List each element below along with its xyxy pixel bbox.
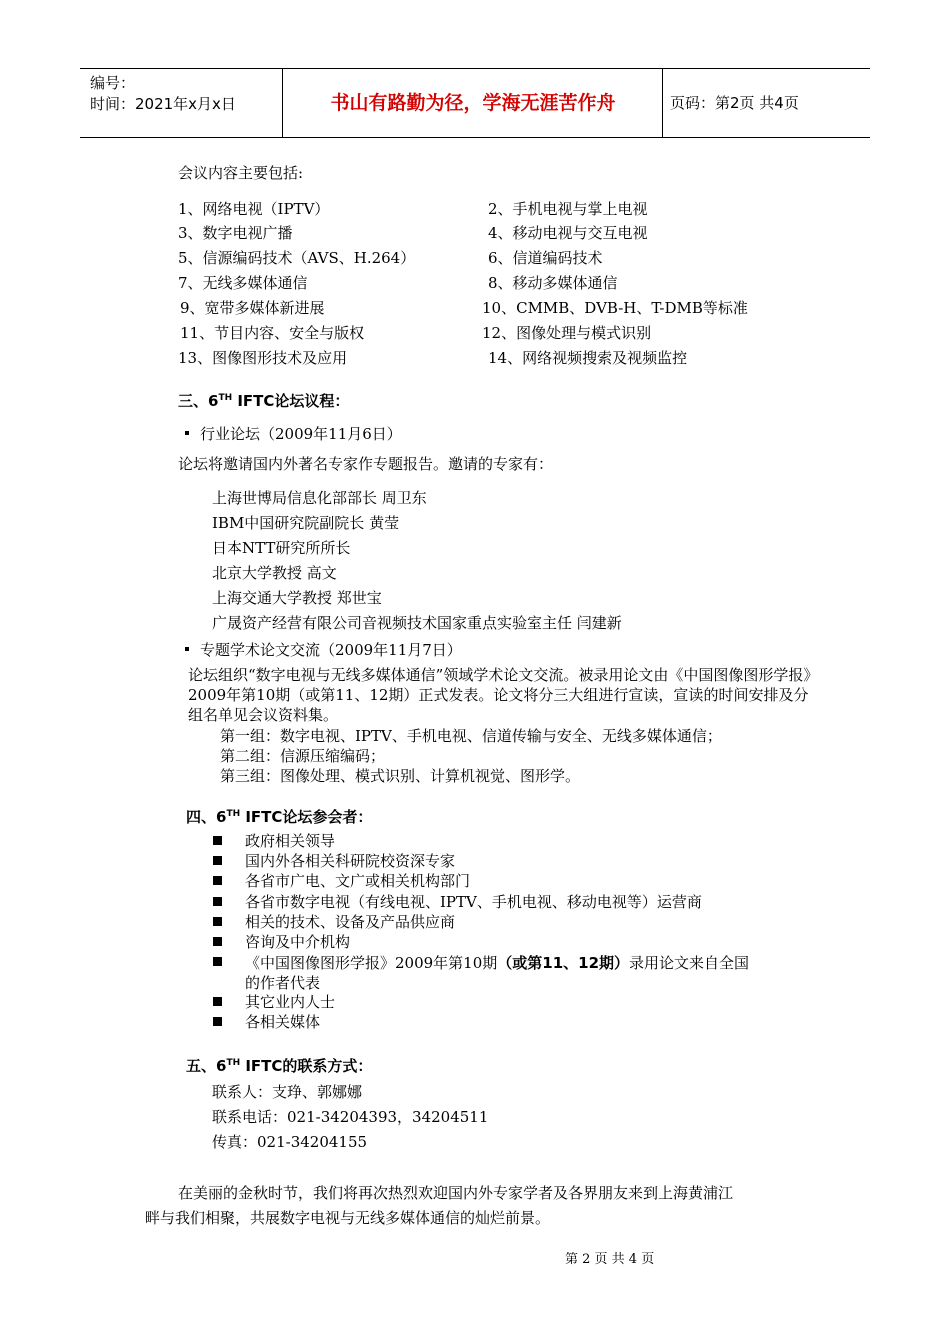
expert-item: 日本NTT研究所所长 <box>212 539 351 557</box>
topic-item: 3、数字电视广播 <box>178 224 293 242</box>
contact-person: 联系人：支琤、郭娜娜 <box>212 1083 363 1101</box>
paper-title: 专题学术论文交流（2009年11月7日） <box>200 641 462 659</box>
topic-item: 13、图像图形技术及应用 <box>178 349 348 367</box>
journal-text: 《中国图像图形学报》2009年第10期 <box>245 954 498 972</box>
topic-item: 11、节目内容、安全与版权 <box>180 324 365 342</box>
section-sup: TH <box>226 809 241 819</box>
bullet-dot-icon <box>185 431 189 435</box>
paper-desc: 论坛组织“数字电视与无线多媒体通信”领域学术论文交流。被录用论文由《中国图像图形学报》2009年第10期（或第11、12期）正式发表。论文将分三大组进行宣读，宣读的时间安排及分组名单见会议资料集。 <box>188 666 811 724</box>
attendee-item: 相关的技术、设备及产品供应商 <box>245 913 456 931</box>
topic-item: 5、信源编码技术（AVS、H.264） <box>178 249 416 267</box>
page-footer: 第 2 页 共 4 页 <box>565 1252 655 1267</box>
group-item: 第一组：数字电视、IPTV、手机电视、信道传输与安全、无线多媒体通信； <box>220 727 722 745</box>
expert-item: 北京大学教授 高文 <box>212 564 337 582</box>
topic-item: 2、手机电视与掌上电视 <box>488 200 648 218</box>
section-heading-agenda <box>178 390 349 411</box>
contact-phone: 联系电话：021-34204393，34204511 <box>212 1108 489 1126</box>
attendee-item: 各省市数字电视（有线电视、IPTV、手机电视、移动电视等）运营商 <box>245 893 702 911</box>
page-header <box>80 68 870 138</box>
section-suffix: IFTC论坛参会者： <box>240 808 373 826</box>
header-meta <box>90 73 236 115</box>
topic-item: 9、宽带多媒体新进展 <box>180 299 325 317</box>
section-heading-contact <box>186 1055 372 1076</box>
section-suffix: IFTC的联系方式： <box>240 1057 373 1075</box>
topic-item: 12、图像处理与模式识别 <box>482 324 652 342</box>
topic-item: 14、网络视频搜索及视频监控 <box>488 349 688 367</box>
forum-title: 行业论坛（2009年11月6日） <box>200 425 402 443</box>
square-bullet-icon <box>213 957 222 966</box>
section-sup: TH <box>218 393 233 403</box>
section-prefix: 五、6 <box>186 1057 227 1075</box>
section-sup: TH <box>226 1058 241 1068</box>
square-bullet-icon <box>213 997 222 1006</box>
header-time: 时间：2021年x月x日 <box>90 95 236 113</box>
attendee-item: 其它业内人士 <box>245 993 336 1011</box>
attendee-item: 各省市广电、文广或相关机构部门 <box>245 872 471 890</box>
expert-item: 上海世博局信息化部部长 周卫东 <box>212 489 427 507</box>
attendee-item-journal-cont: 的作者代表 <box>245 974 321 992</box>
square-bullet-icon <box>213 856 222 865</box>
attendee-item: 国内外各相关科研院校资深专家 <box>245 852 456 870</box>
square-bullet-icon <box>213 836 222 845</box>
section-suffix: IFTC论坛议程： <box>232 392 350 410</box>
square-bullet-icon <box>213 897 222 906</box>
section-prefix: 三、6 <box>178 392 219 410</box>
topic-item: 10、CMMB、DVB-H、T-DMB等标准 <box>482 299 748 317</box>
contact-fax: 传真：021-34204155 <box>212 1133 368 1151</box>
expert-item: IBM中国研究院副院长 黄莹 <box>212 514 400 532</box>
topic-item: 7、无线多媒体通信 <box>178 274 308 292</box>
topic-item: 6、信道编码技术 <box>488 249 603 267</box>
square-bullet-icon <box>213 1017 222 1026</box>
journal-issues: （或第11、12期） <box>497 954 630 972</box>
forum-desc: 论坛将邀请国内外著名专家作专题报告。邀请的专家有： <box>178 455 554 473</box>
topic-item: 8、移动多媒体通信 <box>488 274 618 292</box>
section-prefix: 四、6 <box>186 808 227 826</box>
group-item: 第二组：信源压缩编码； <box>220 747 386 765</box>
square-bullet-icon <box>213 876 222 885</box>
topic-item: 4、移动电视与交互电视 <box>488 224 648 242</box>
section-heading-attendees <box>186 806 372 827</box>
attendee-item: 咨询及中介机构 <box>245 933 351 951</box>
attendee-item: 各相关媒体 <box>245 1013 321 1031</box>
journal-text-tail: 录用论文来自全国 <box>629 954 750 972</box>
topic-item: 1、网络电视（IPTV） <box>178 200 330 218</box>
closing-line: 畔与我们相聚，共展数字电视与无线多媒体通信的灿烂前景。 <box>145 1209 551 1227</box>
expert-item: 广晟资产经营有限公司音视频技术国家重点实验室主任 闫建新 <box>212 614 622 632</box>
intro-text: 会议内容主要包括: <box>178 164 304 182</box>
header-divider <box>662 69 663 137</box>
attendee-item-journal <box>245 952 749 973</box>
closing-line: 在美丽的金秋时节，我们将再次热烈欢迎国内外专家学者及各界朋友来到上海黄浦江 <box>178 1184 734 1202</box>
header-divider <box>282 69 283 137</box>
expert-item: 上海交通大学教授 郑世宝 <box>212 589 382 607</box>
header-number: 编号： <box>90 74 136 92</box>
group-item: 第三组：图像处理、模式识别、计算机视觉、图形学。 <box>220 767 581 785</box>
header-motto: 书山有路勤为径，学海无涯苦作舟 <box>330 92 616 114</box>
square-bullet-icon <box>213 917 222 926</box>
header-page-number: 页码：第2页 共4页 <box>670 94 799 112</box>
square-bullet-icon <box>213 937 222 946</box>
attendee-item: 政府相关领导 <box>245 832 336 850</box>
bullet-dot-icon <box>185 647 189 651</box>
